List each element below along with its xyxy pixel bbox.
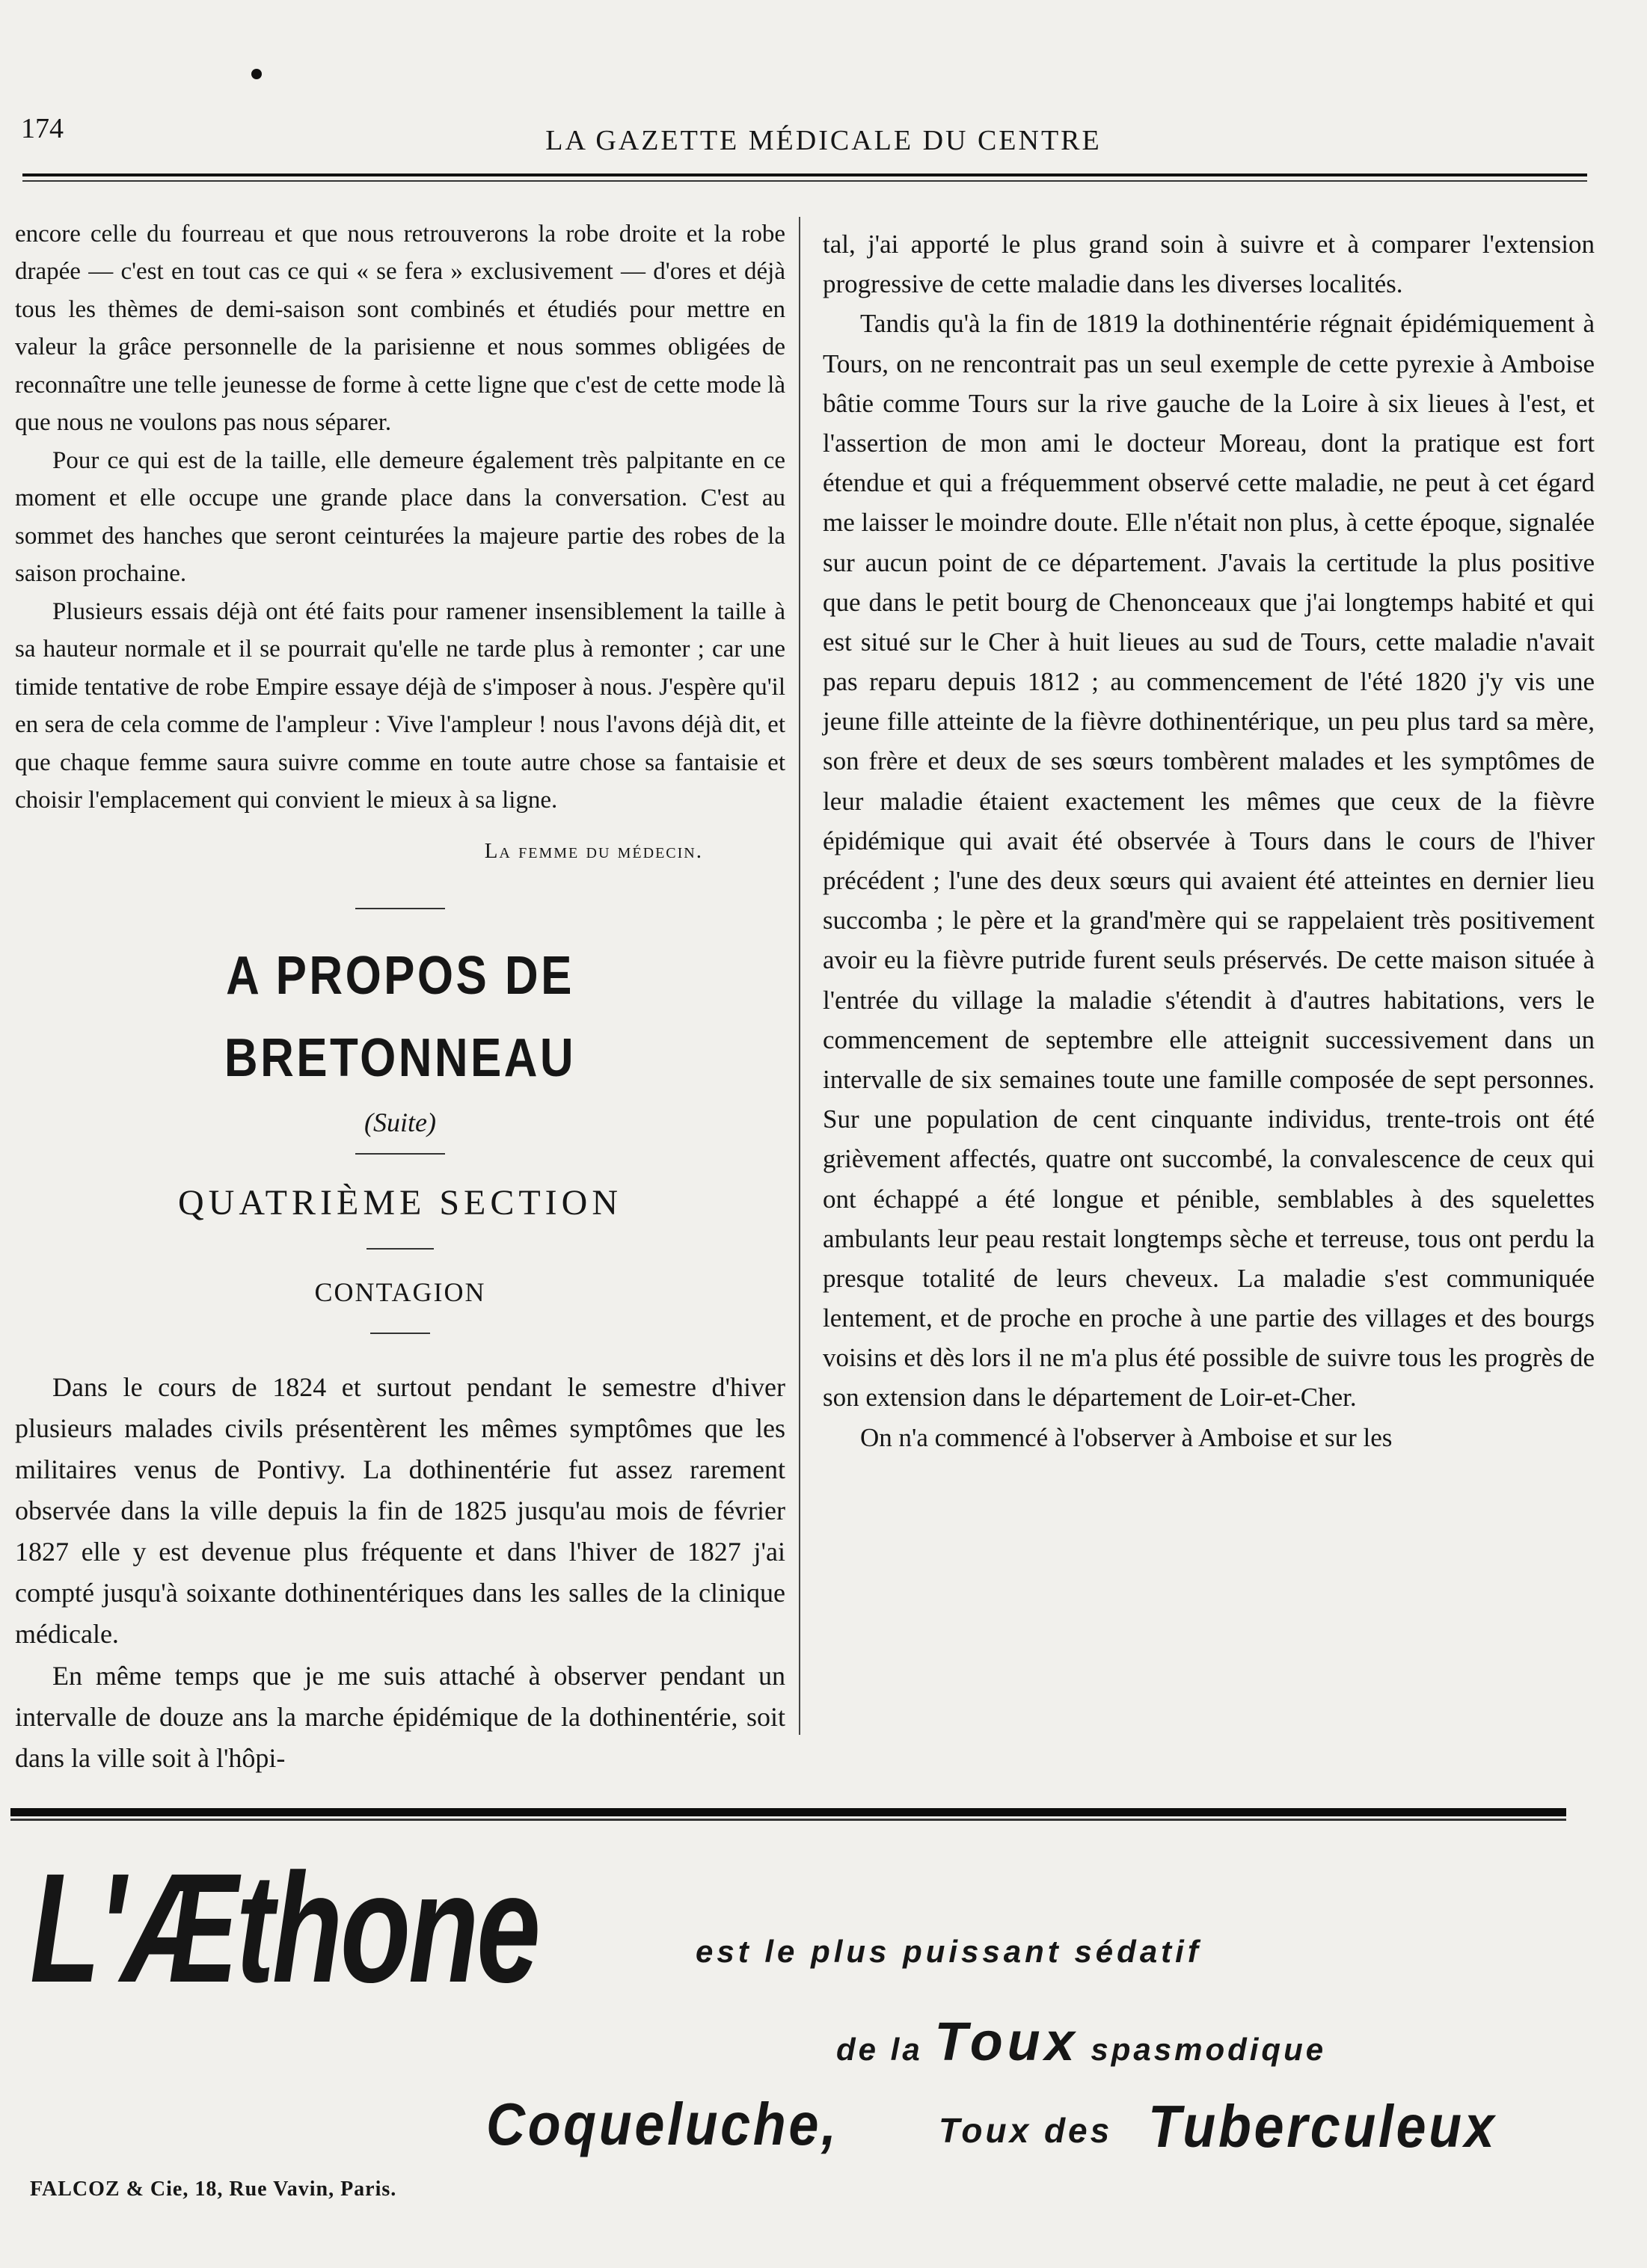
subheading: CONTAGION <box>314 1276 486 1307</box>
page-number: 174 <box>21 113 64 144</box>
running-title: LA GAZETTE MÉDICALE DU CENTRE <box>545 125 1102 156</box>
advertisement-line-2 <box>836 2012 1326 2073</box>
column-separator <box>799 217 800 1735</box>
ad-text-large: Toux <box>934 2012 1079 2072</box>
paragraph: Tandis qu'à la fin de 1819 la dothinentérie régnait épidémiquement à Tours, on ne rencontrait pas un seul exemple de cette pyrexie à Amboise bâtie comme Tours sur la rive gauche de la Loire à six lieues à l'est, et l'assertion de mon ami le docteur Moreau, dont la pratique est fort étendue et qui a fréquemment observé cette maladie, ne peut à cet égard me laisser le moindre doute. Elle n'était non plus, à cette époque, signalée sur aucun point de ce département. J'avais la certitude la plus positive que dans le petit bourg de Chenonceaux que j'ai longtemps habité et qui est situé sur le Cher à huit lieues au sud de Tours, cette maladie n'avait pas reparu depuis 1812 ; au commencement de l'été 1820 j'y vis une jeune fille atteinte de la fièvre dothinentérique, un peu plus tard sa mère, son frère et deux de ses sœurs tombèrent malades et les symptômes de leur maladie étaient exactement les mêmes que ceux de la fièvre épidémique qui avait été observée à Tours dans le cours de l'hiver précédent ; l'une des deux sœurs qui avaient été atteintes en dernier lieu succomba ; le père et la grand'mère qui se rappelaient très positivement avoir eu la fièvre putride furent seuls préservés. De cette maison située à l'entrée du village la maladie s'étendit à d'autres habitations, vers le commencement de septembre elle atteignit successivement dans un intervalle de six semaines toute une famille composée de sept personnes. Sur une population de cent cinquante individus, trente-trois ont été grièvement affectés, quatre ont succombé, la convalescence de ceux qui ont échappé a été longue et pénible, semblables à des squelettes ambulants leur peau restait longtemps sèche et terreuse, tous ont perdu la presque totalité de leurs cheveux. La maladie s'est communiquée lentement, et de proche en proche à une partie des villages et des bourgs voisins et dès lors il ne m'a plus été possible de suivre tous les progrès de son extension dans le département de Loir-et-Cher. <box>823 309 1595 1413</box>
advertisement-rule <box>10 1808 1566 1816</box>
paragraph: Pour ce qui est de la taille, elle demeure également très palpitante en ce moment et elle occupe une grande place dans la conversation. C'est au sommet des hanches que seront ceinturées la majeure partie des robes de la saison prochaine. <box>15 446 785 588</box>
ad-text: spasmodique <box>1091 2032 1327 2067</box>
section-heading: QUATRIÈME SECTION <box>178 1182 622 1223</box>
right-column <box>823 224 1595 1457</box>
article-title: A PROPOS DE BRETONNEAU <box>224 946 577 1089</box>
publisher-imprint: FALCOZ & Cie, 18, Rue Vavin, Paris. <box>30 2178 397 2201</box>
divider <box>370 1333 430 1334</box>
advertisement-brand: L'Æthone <box>30 1842 539 2015</box>
advertisement-line-1: est le plus puissant sédatif <box>696 1934 1202 1969</box>
paragraph: On n'a commencé à l'observer à Amboise et sur les <box>860 1422 1393 1452</box>
left-column <box>15 215 785 1779</box>
article-suite: (Suite) <box>364 1107 436 1138</box>
paragraph: tal, j'ai apporté le plus grand soin à suivre et à comparer l'extension progressive de cette maladie dans les diverses localités. <box>823 230 1595 299</box>
divider <box>366 1248 434 1250</box>
signature: La femme du médecin. <box>484 838 703 863</box>
ink-speck <box>251 69 262 79</box>
paragraph: encore celle du fourreau et que nous retrouverons la robe droite et la robe drapée — c'est en tout cas ce qui « se fera » exclusivement — d'ores et déjà tous les thèmes de demi-saison sont combinés et étudiés pour mettre en valeur la grâce personnelle de la parisienne et nous sommes obligées de reconnaître une telle jeunesse de forme à cette ligne que c'est de cette mode là que nous ne voulons pas nous séparer. <box>15 221 785 437</box>
paragraph: Plusieurs essais déjà ont été faits pour ramener insensiblement la taille à sa hauteur normale et il se pourrait qu'elle ne tarde plus à remonter ; car une timide tentative de robe Empire essaye déjà de s'imposer à nous. J'espère qu'il en sera de cela comme de l'ampleur : Vive l'ampleur ! nous l'avons déjà dit, et que chaque femme saura suivre comme en toute autre chose sa fantaisie et choisir l'emplacement qui convient le mieux à sa ligne. <box>15 597 785 814</box>
advertisement-coqueluche: Coqueluche, <box>486 2091 839 2157</box>
divider <box>355 1153 445 1155</box>
advertisement-tuberculeux: Tuberculeux <box>1148 2093 1497 2160</box>
divider <box>355 908 445 909</box>
advertisement-rule-thin <box>10 1819 1566 1821</box>
header-rule-thin <box>22 180 1587 182</box>
advertisement-toux-des: Toux des <box>939 2111 1113 2150</box>
paragraph: Dans le cours de 1824 et surtout pendant le semestre d'hiver plusieurs malades civils présentèrent les mêmes symptômes que les militaires venus de Pontivy. La dothinentérie fut assez rarement observée dans la ville depuis la fin de 1825 jusqu'au mois de février 1827 elle y est devenue plus fréquente et dans l'hiver de 1827 j'ai compté jusqu'à soixante dothinentériques dans les salles de la clinique médicale. <box>15 1372 785 1650</box>
paragraph: En même temps que je me suis attaché à observer pendant un intervalle de douze ans la marche épidémique de la dothinentérie, soit dans la ville soit à l'hôpi- <box>15 1660 785 1773</box>
header-rule <box>22 173 1587 176</box>
ad-text: de la <box>836 2032 923 2067</box>
